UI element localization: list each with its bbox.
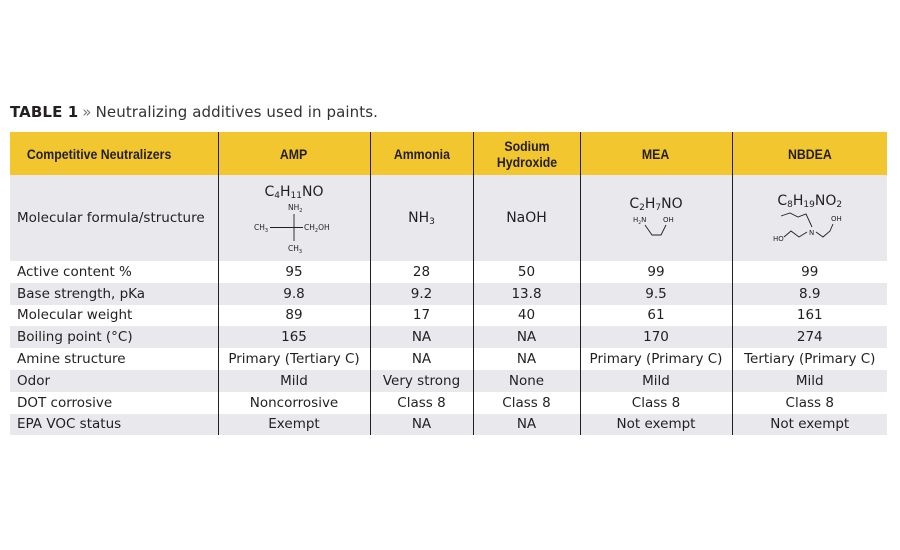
mea-value: 99 [580,261,732,283]
amp-value: 89 [218,305,370,327]
svg-text:OH: OH [663,215,674,224]
mea-value: Primary (Primary C) [580,348,732,370]
nbdea-value: 161 [732,305,887,327]
nbdea-formula: $C_8H_{19}NO_2$ [777,192,843,210]
table-row [10,370,887,392]
header-ammonia: Ammonia [370,132,473,175]
ammonia-value: NA [370,414,473,436]
naoh-value: None [473,370,580,392]
mea-formula: $C_2H_7NO$ [629,195,683,213]
amp-formula-cell [218,175,370,261]
amp-value: Mild [218,370,370,392]
naoh-formula-cell [473,175,580,261]
svg-text:N: N [808,228,814,237]
naoh-value: 50 [473,261,580,283]
amp-value: 165 [218,326,370,348]
svg-text:H2N: $H_2N$ [633,215,647,226]
row-label: Molecular weight [10,305,218,327]
row-label: Active content % [10,261,218,283]
amp-value: 9.8 [218,283,370,305]
row-label: Boiling point (°C) [10,326,218,348]
formula-structure-row [10,175,887,261]
ammonia-value: Class 8 [370,392,473,414]
mea-structure-icon [621,213,691,241]
naoh-value: NA [473,414,580,436]
ammonia-formula: $NH_3$ [408,209,435,227]
naoh-value: 13.8 [473,283,580,305]
ammonia-value: 9.2 [370,283,473,305]
table-row [10,326,887,348]
nbdea-structure-icon [765,210,855,244]
header-competitive-neutralizers: Competitive Neutralizers [10,132,218,175]
header-mea: MEA [580,132,732,175]
nbdea-value: Tertiary (Primary C) [732,348,887,370]
row-label: Amine structure [10,348,218,370]
mea-value: 9.5 [580,283,732,305]
table-row [10,392,887,414]
row-label: Odor [10,370,218,392]
nbdea-value: 274 [732,326,887,348]
svg-text:OH: OH [830,214,842,223]
table-header-row [10,132,887,175]
naoh-value: NA [473,348,580,370]
amp-formula: $C_4H_{11}NO$ [264,183,324,201]
nbdea-value: 99 [732,261,887,283]
svg-text:CH3: $CH_3$ [288,243,303,253]
header-amp: AMP [218,132,370,175]
mea-value: Class 8 [580,392,732,414]
mea-formula-cell [580,175,732,261]
caption-text: Neutralizing additives used in paints. [95,103,379,121]
svg-text:CH3: $CH_3$ [254,222,269,234]
mea-value: 61 [580,305,732,327]
nbdea-value: Mild [732,370,887,392]
ammonia-value: 28 [370,261,473,283]
naoh-value: Class 8 [473,392,580,414]
naoh-value: 40 [473,305,580,327]
mea-value: 170 [580,326,732,348]
nbdea-value: Class 8 [732,392,887,414]
amp-value: Noncorrosive [218,392,370,414]
row-label: EPA VOC status [10,414,218,436]
mea-value: Mild [580,370,732,392]
row-label: Molecular formula/structure [10,175,218,261]
amp-value: Primary (Tertiary C) [218,348,370,370]
table-row [10,414,887,436]
neutralizers-table [10,132,887,435]
header-sodium-hydroxide: Sodium Hydroxide [473,132,580,175]
nbdea-formula-cell [732,175,887,261]
table-row [10,261,887,283]
nbdea-value: Not exempt [732,414,887,436]
ammonia-value: 17 [370,305,473,327]
ammonia-formula-cell [370,175,473,261]
table-caption [10,103,378,121]
ammonia-value: Very strong [370,370,473,392]
nbdea-value: 8.9 [732,283,887,305]
table-row [10,283,887,305]
svg-text:CH2OH: $CH_2OH$ [304,222,330,234]
mea-value: Not exempt [580,414,732,436]
row-label: DOT corrosive [10,392,218,414]
table-row [10,305,887,327]
svg-text:NH2: $NH_2$ [288,202,303,214]
naoh-formula: NaOH [506,210,547,226]
row-label: Base strength, pKa [10,283,218,305]
table-row [10,348,887,370]
amp-value: 95 [218,261,370,283]
svg-text:HO: HO [772,234,784,243]
naoh-value: NA [473,326,580,348]
ammonia-value: NA [370,348,473,370]
header-nbdea: NBDEA [732,132,887,175]
caption-separator: » [82,103,92,121]
ammonia-value: NA [370,326,473,348]
amp-structure-icon [244,201,344,253]
amp-value: Exempt [218,414,370,436]
table-number: TABLE 1 [10,103,79,121]
